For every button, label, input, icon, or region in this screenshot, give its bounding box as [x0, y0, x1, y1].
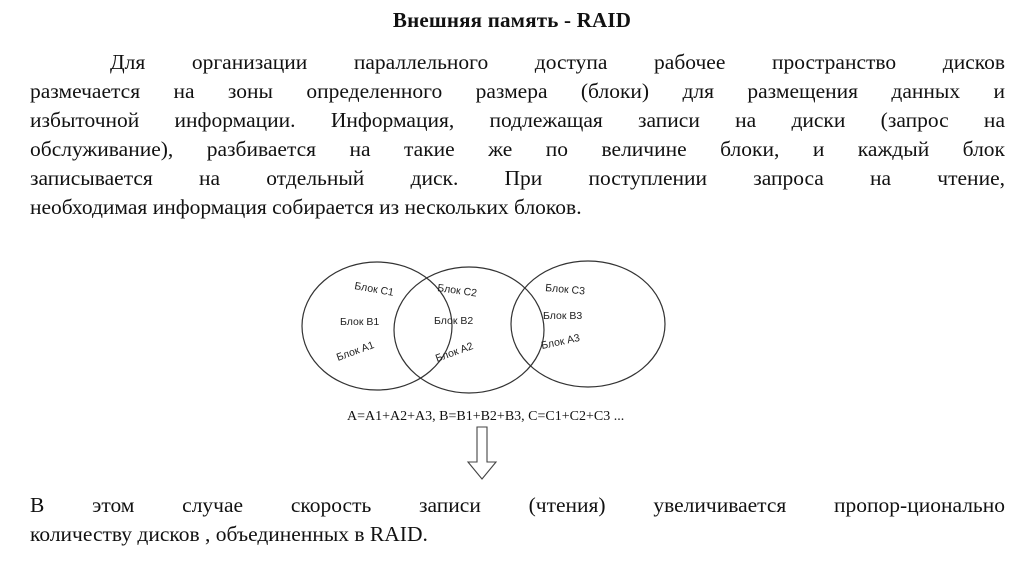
conclusion-line: В этом случае скорость записи (чтения) увеличивается пропор-ционально [30, 493, 1005, 517]
intro-line: записывается на отдельный диск. При поступлении запроса на чтение, [30, 166, 1005, 190]
disk-3-ellipse [511, 261, 665, 387]
block-label-b1: Блок B1 [340, 316, 380, 328]
block-label-b2: Блок B2 [434, 315, 474, 327]
intro-line: обслуживание), разбивается на такие же по величине блоки, и каждый блок [30, 137, 1005, 161]
conclusion-line: количеству дисков , объединенных в RAID. [30, 522, 428, 546]
block-label-a2: Блок A2 [433, 340, 475, 365]
intro-line: избыточной информации. Информация, подлежащая записи на диски (запрос на [30, 108, 1005, 132]
intro-line: Для организации параллельного доступа рабочее пространство дисков [110, 50, 1005, 74]
block-label-c2: Блок C2 [436, 282, 478, 300]
block-label-c3: Блок C3 [544, 282, 586, 298]
intro-line: необходимая информация собирается из нескольких блоков. [30, 195, 582, 219]
intro-line: размечается на зоны определенного размера (блоки) для размещения данных и [30, 79, 1005, 103]
formula-text: A=A1+A2+A3, B=B1+B2+B3, C=C1+C2+C3 ... [347, 409, 625, 424]
conclusion-paragraph [30, 491, 1005, 549]
block-label-a1: Блок A1 [334, 339, 376, 364]
intro-paragraph [30, 48, 1005, 222]
block-label-b3: Блок B3 [543, 310, 583, 322]
disk-2-ellipse [394, 267, 544, 393]
block-label-c1: Блок C1 [353, 280, 395, 299]
block-label-a3: Блок A3 [540, 332, 581, 352]
down-arrow-icon [468, 427, 496, 479]
disk-1-ellipse [302, 262, 452, 390]
page-title: Внешняя память - RAID [392, 8, 632, 32]
